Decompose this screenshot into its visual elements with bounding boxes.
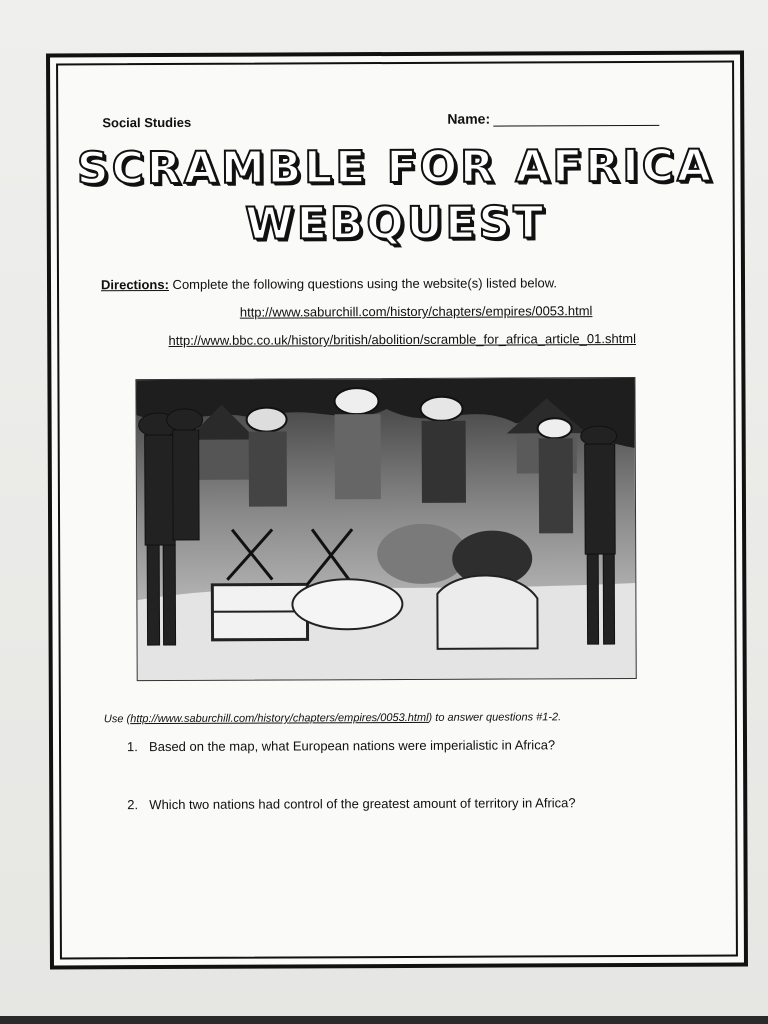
- directions-label: Directions:: [100, 276, 169, 293]
- question-2-text: Which two nations had control of the greatest amount of territory in Africa?: [149, 795, 576, 813]
- use-suffix: ) to answer questions #1-2.: [428, 711, 562, 724]
- historical-photo-image: [136, 378, 635, 680]
- use-prefix: Use (: [103, 713, 131, 726]
- website-link-2[interactable]: http://www.bbc.co.uk/history/british/abolition/scramble_for_africa_article_01.shtml: [168, 330, 637, 348]
- name-field: [447, 110, 659, 127]
- use-instruction: [104, 711, 561, 725]
- subject-label: Social Studies: [102, 114, 192, 131]
- directions: [101, 275, 557, 292]
- question-1-text: Based on the map, what European nations were imperialistic in Africa?: [148, 737, 556, 755]
- historical-photo: [135, 377, 636, 681]
- question-1-number: 1.: [126, 739, 138, 755]
- question-2-number: 2.: [127, 797, 139, 813]
- use-link[interactable]: http://www.saburchill.com/history/chapters/empires/0053.html: [130, 711, 429, 726]
- name-blank-line: [493, 111, 659, 127]
- name-label: Name:: [447, 110, 491, 127]
- page-title-line-2: WEBQUEST: [245, 197, 547, 250]
- directions-text: Complete the following questions using the website(s) listed below.: [168, 275, 557, 292]
- worksheet-header: [102, 110, 672, 135]
- question-2: [127, 795, 575, 812]
- scan-bottom-edge: [0, 1016, 768, 1024]
- question-1: [127, 737, 555, 754]
- page-title-line-1: SCRAMBLE FOR AFRICA: [76, 140, 715, 195]
- website-link-1[interactable]: http://www.saburchill.com/history/chapters/empires/0053.html: [239, 303, 593, 320]
- worksheet-frame: [46, 50, 748, 969]
